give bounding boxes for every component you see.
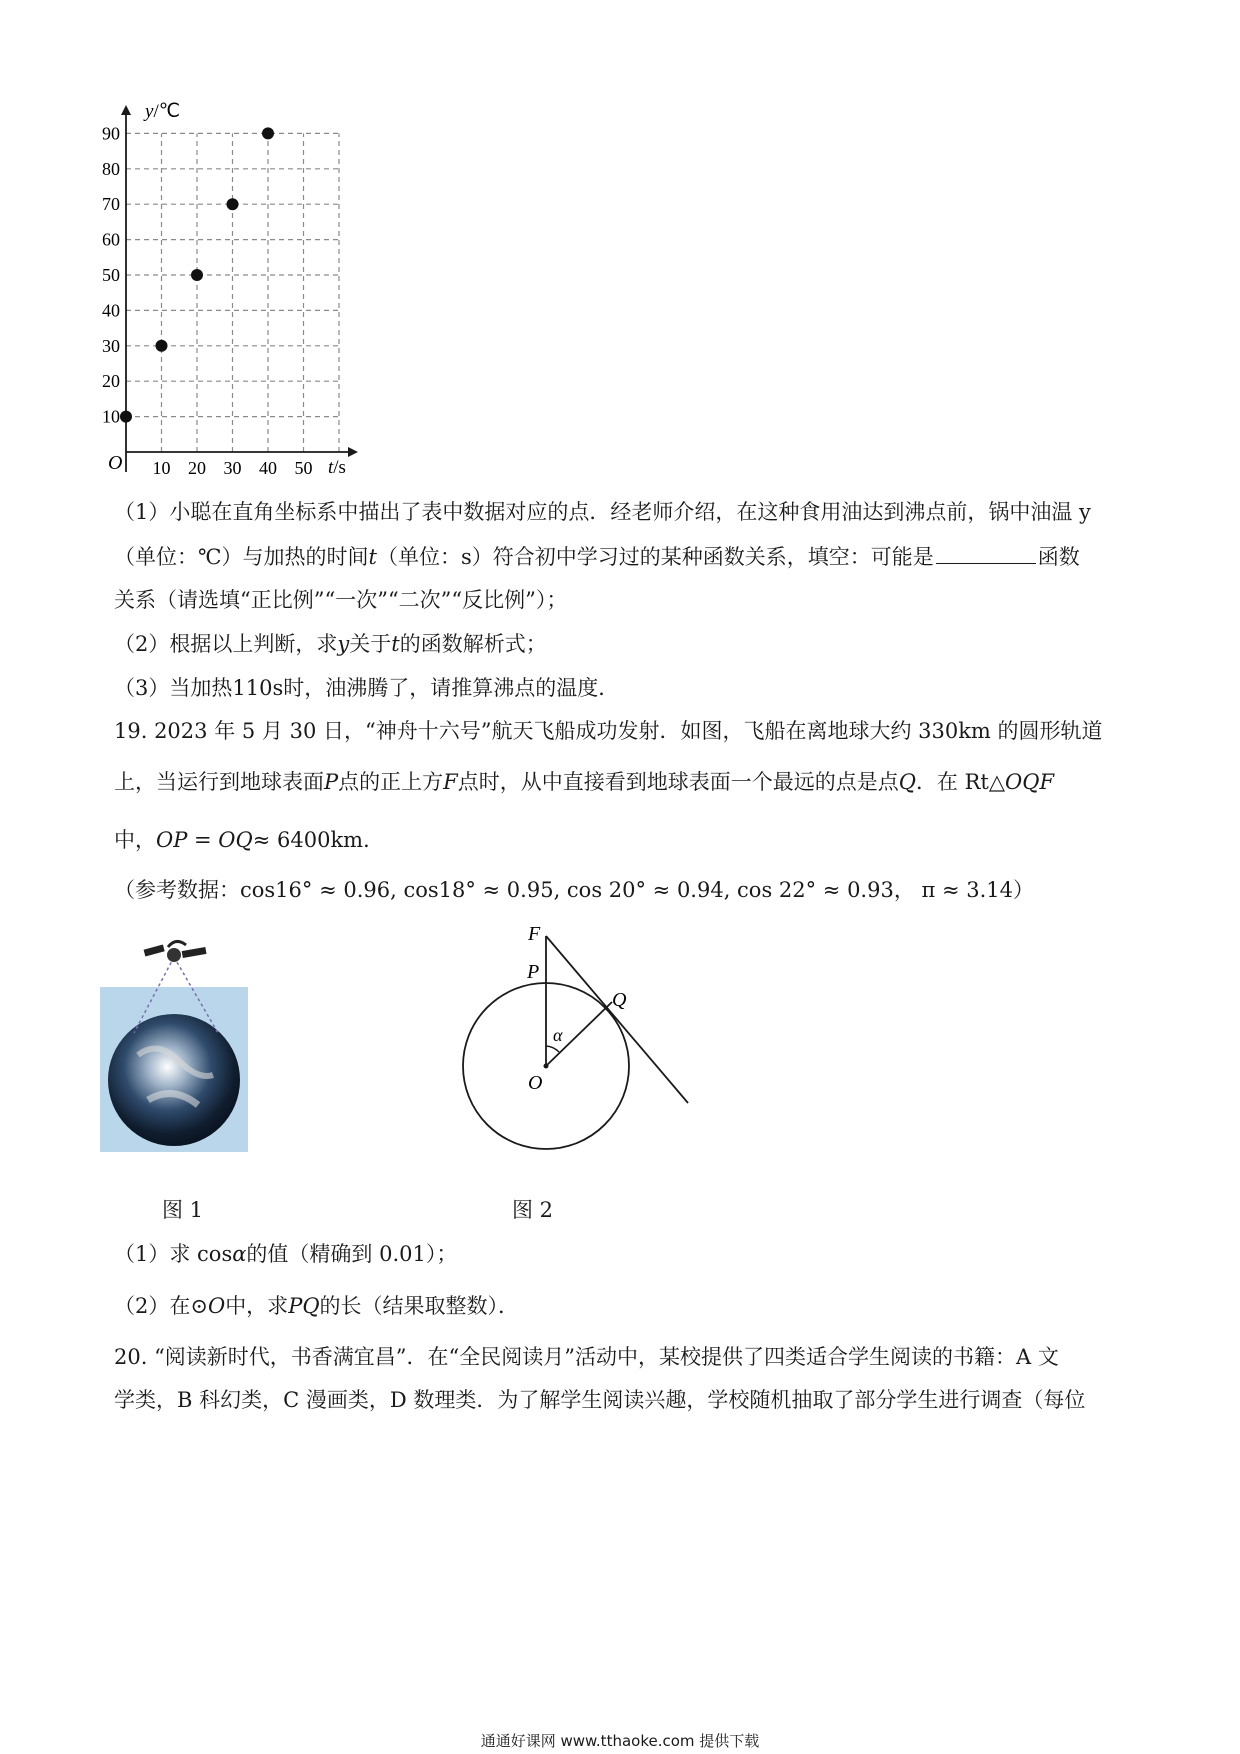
q18-part3: （3）当加热110s时，油沸腾了，请推算沸点的温度． [114, 676, 620, 700]
figure1-earth-satellite [98, 935, 258, 1155]
figure2-circle-diagram [455, 918, 715, 1158]
y-axis-label [143, 101, 180, 122]
x-tick-label: 50 [294, 458, 313, 478]
y-tick-label: 80 [102, 158, 120, 179]
q19-var-P: P [324, 770, 339, 794]
y-axis-arrow [121, 105, 131, 115]
q19-l2-text-a: 上，当运行到地球表面 [114, 770, 324, 794]
y-tick-label: 30 [102, 335, 120, 356]
y-tick-label: 90 [102, 123, 120, 144]
x-axis-label [328, 457, 346, 478]
q19-var-F: F [443, 770, 458, 794]
q19-sub1-alpha: α [232, 1242, 247, 1266]
q19-sub2-text-c: 的长（结果取整数）． [319, 1294, 520, 1318]
q19-line1: 19. 2023 年 5 月 30 日，“神舟十六号”航天飞船成功发射．如图，飞船在离地球大约 330km 的圆形轨道 [114, 719, 1103, 743]
q18-p2-var-t: t [391, 632, 400, 656]
label-F: F [528, 923, 541, 945]
data-point [156, 340, 168, 352]
q18-p2-text-a: （2）根据以上判断，求 [114, 632, 338, 656]
q18-part1-line3: 关系（请选填“正比例”“一次”“二次”“反比例”）； [114, 588, 568, 612]
temperature-time-scatter-chart [100, 95, 520, 515]
label-alpha: α [553, 1025, 563, 1045]
y-tick-label: 60 [102, 229, 120, 250]
data-point [120, 411, 132, 423]
q19-equation: OP = OQ [156, 828, 253, 852]
q20-line1: 20. “阅读新时代，书香满宜昌”．在“全民阅读月”活动中，某校提供了四类适合学生阅读的书籍：A 文 [114, 1345, 1059, 1369]
q19-l2-text-c: 点时，从中直接看到地球表面一个最远的点是点 [457, 770, 899, 794]
y-tick-label: 40 [102, 300, 120, 321]
satellite-icon [144, 941, 207, 962]
answer-blank[interactable] [936, 545, 1036, 564]
y-tick-label: 70 [102, 194, 120, 215]
q18-p1-text-a: （单位：℃）与加热的时间 [114, 545, 369, 569]
data-point [262, 127, 274, 139]
q19-sub1-text-a: （1）求 cos [114, 1242, 233, 1266]
q19-sub2-O: O [207, 1294, 226, 1318]
q18-p2-text-b: 关于 [349, 632, 392, 656]
y-tick-label: 10 [102, 406, 120, 427]
q20-line2: 学类，B 科幻类，C 漫画类，D 数理类．为了解学生阅读兴趣，学校随机抽取了部分学生进行调查（每位 [114, 1388, 1086, 1412]
figure1-caption: 图 1 [162, 1198, 204, 1222]
q19-line2 [114, 767, 1134, 797]
figure2-caption: 图 2 [512, 1198, 554, 1222]
angle-alpha-arc [546, 1046, 559, 1052]
chart-ticks [102, 123, 313, 478]
label-O: O [528, 1072, 543, 1094]
page-footer: 通通好课网 www.tthaoke.com 提供下载 [480, 1732, 760, 1750]
tangent-line-FQ [546, 936, 688, 1103]
center-point-O [544, 1064, 549, 1069]
q19-sub2-text-a: （2）在⊙ [114, 1294, 208, 1318]
q18-p1-var-t: t [368, 545, 377, 569]
q18-part1-line1: （1）小聪在直角坐标系中描出了表中数据对应的点．经老师介绍，在这种食用油达到沸点前，锅中油温 y [114, 500, 1091, 524]
q19-sub2-text-b: 中，求 [225, 1294, 289, 1318]
earth-globe [108, 1014, 240, 1146]
label-P: P [527, 961, 540, 983]
q19-var-Q: Q [898, 770, 916, 794]
y-axis-unit: /℃ [153, 101, 181, 122]
q18-p2-text-c: 的函数解析式； [399, 632, 547, 656]
x-tick-label: 30 [223, 458, 242, 478]
y-tick-label: 20 [102, 371, 120, 392]
q19-var-OQF: OQF [1005, 770, 1055, 794]
x-tick-label: 10 [152, 458, 171, 478]
y-axis-var: y [145, 101, 154, 122]
q19-l2-text-b: 点的正上方 [338, 770, 444, 794]
q19-l3-text-b: ≈ 6400km． [252, 828, 385, 852]
q18-part1-line2 [114, 542, 1134, 572]
x-axis-var: t [328, 457, 334, 478]
q19-reference-data: （参考数据：cos16° ≈ 0.96, cos18° ≈ 0.95, cos 20° ≈ 0.94, cos 22° ≈ 0.93， π ≈ 3.14） [114, 878, 1035, 902]
y-tick-label: 50 [102, 265, 120, 285]
q18-p1-text-c: 函数 [1037, 545, 1080, 569]
q18-part2 [114, 629, 1134, 659]
q19-sub1 [114, 1239, 1134, 1269]
label-Q: Q [612, 989, 627, 1011]
origin-label: O [108, 452, 123, 474]
q18-p2-var-y: y [337, 632, 350, 656]
x-axis-arrow [348, 447, 358, 457]
data-point [227, 198, 239, 210]
chart-grid [126, 133, 339, 452]
q19-l3-text-a: 中， [114, 828, 156, 852]
q19-sub2-PQ: PQ [288, 1294, 320, 1318]
q19-l2-text-d: ．在 Rt△ [915, 770, 1006, 794]
q19-sub2 [114, 1291, 1134, 1321]
x-tick-label: 40 [259, 458, 277, 478]
data-point [191, 269, 203, 281]
q19-line3 [114, 825, 1134, 855]
x-axis-unit: /s [333, 457, 346, 478]
q18-p1-text-b: （单位：s）符合初中学习过的某种函数关系，填空：可能是 [376, 545, 934, 569]
q19-sub1-text-b: 的值（精确到 0.01）； [246, 1242, 458, 1266]
x-tick-label: 20 [188, 458, 206, 478]
